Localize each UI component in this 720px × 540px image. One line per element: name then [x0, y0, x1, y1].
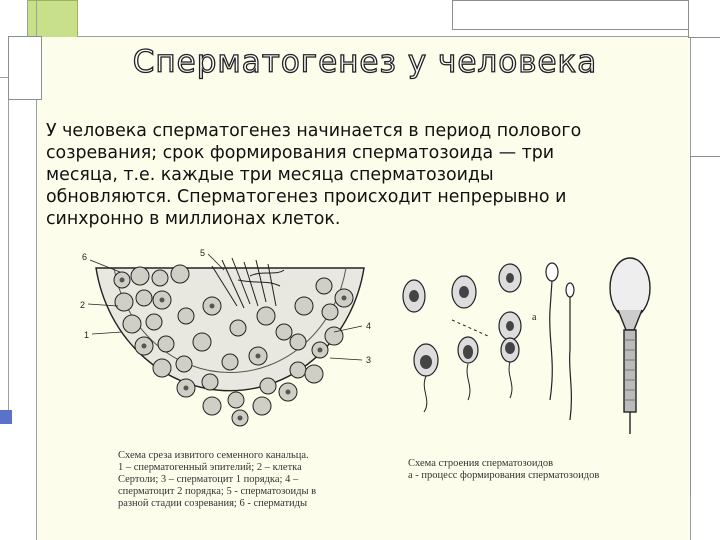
slide-title: Сперматогенез у человека	[132, 44, 598, 80]
decor-outline-square	[8, 36, 42, 100]
caption-line: Схема строения сперматозоидов	[408, 458, 554, 469]
figure-label: 6	[82, 252, 88, 262]
caption-line: сперматоцит 2 порядка; 5 - сперматозоиды в	[118, 486, 317, 497]
figure-label: 1	[84, 330, 90, 340]
decor-outline-rect-right	[690, 156, 720, 496]
body-line: месяца, т.е. каждые три месяца сперматозоиды	[46, 165, 494, 185]
decor-outline-rect-top	[452, 0, 690, 30]
tubule-section-illustration	[62, 246, 392, 446]
body-line: созревания; срок формирования сперматозоида — три	[46, 143, 555, 163]
figure-label: 4	[366, 321, 372, 331]
caption-line: Сертоли; 3 – сперматоцит 1 порядка; 4 –	[118, 474, 299, 485]
figure-right-caption	[408, 458, 668, 482]
figure-label: а	[532, 312, 537, 323]
sperm-formation-illustration	[392, 250, 682, 450]
body-line: У человека сперматогенез начинается в период полового	[46, 121, 582, 141]
decor-vertical-line-2	[8, 100, 9, 420]
decor-white-block-right	[688, 0, 720, 38]
caption-line: Схема среза извитого семенного канальца.	[118, 450, 309, 461]
figure-label: 3	[366, 355, 372, 365]
figure-label: 5	[200, 248, 206, 258]
caption-line: разной стадии созревания; 6 - сперматиды	[118, 498, 308, 509]
body-line: обновляются. Сперматогенез происходит непрерывно и	[46, 187, 567, 207]
decor-blue-bar	[0, 410, 12, 424]
figure-left-caption	[118, 450, 358, 510]
figure-label: 2	[80, 300, 86, 310]
slide-body-text	[46, 120, 686, 230]
body-line: синхронно в миллионах клеток.	[46, 209, 341, 229]
caption-line: а - процесс формирования сперматозоидов	[408, 470, 600, 481]
caption-line: 1 – сперматогенный эпителий; 2 – клетка	[118, 462, 302, 473]
